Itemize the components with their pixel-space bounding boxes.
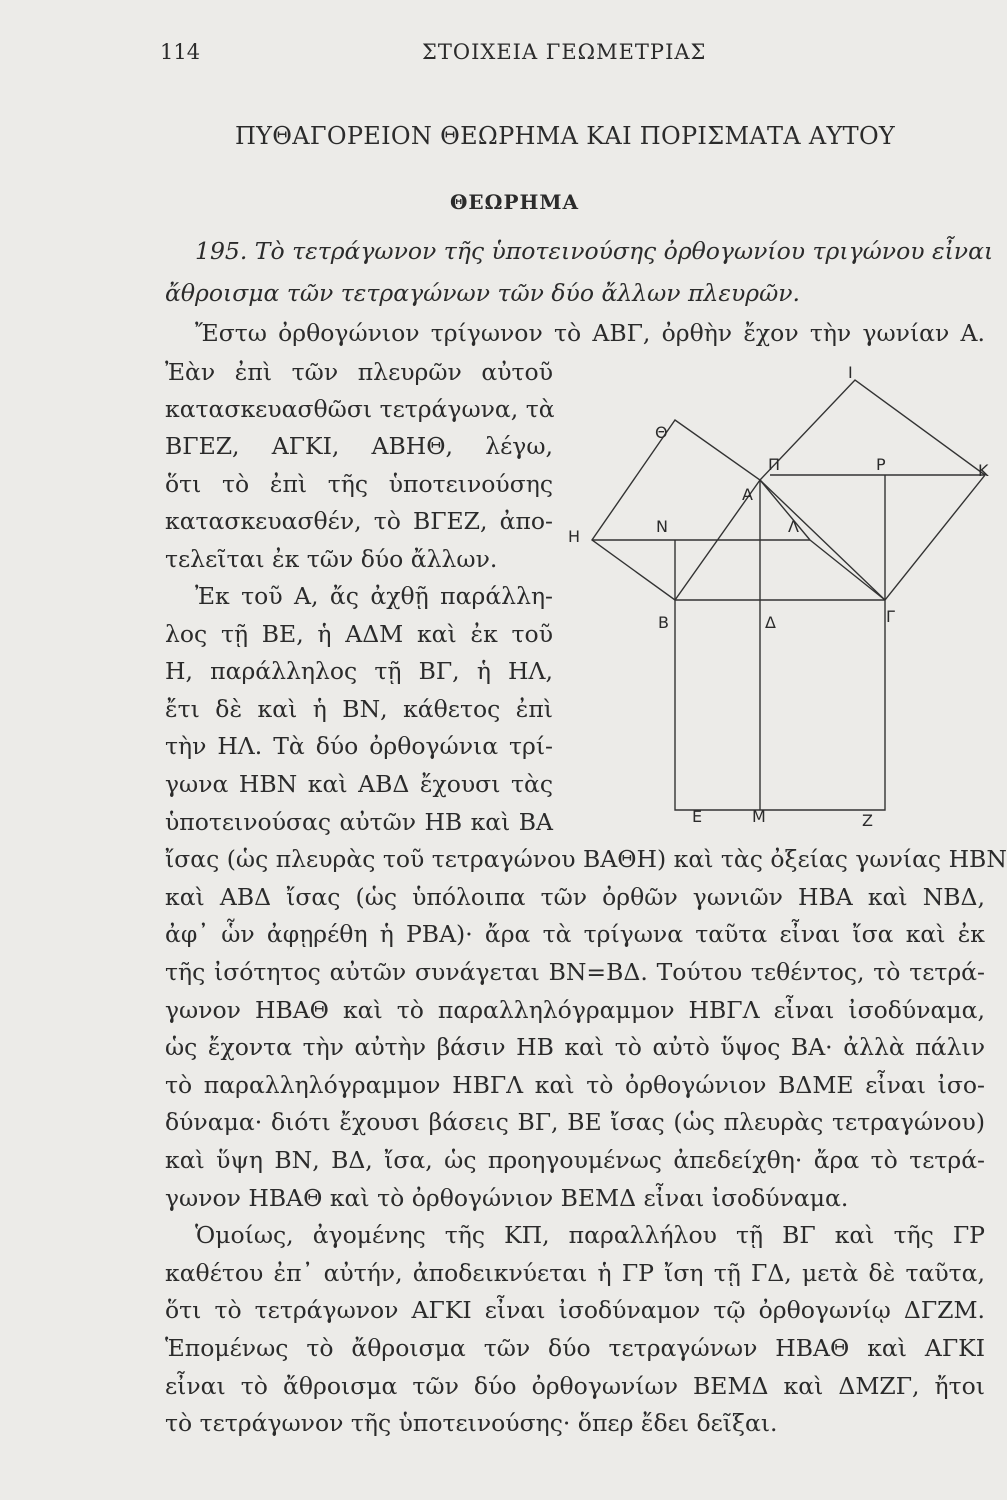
text-line: 195. Τὸ τετράγωνον τῆς ὑποτεινούσης ὀρθογωνίου τριγώνου εἶναι (195, 237, 994, 265)
pythagorean-figure (570, 360, 990, 840)
label-Theta: Θ (655, 423, 668, 442)
text-line: ἔτι δὲ καὶ ἡ ΒΝ, κάθετος ἐπὶ (165, 695, 553, 723)
page-number: 114 (160, 40, 201, 64)
running-title: ΣΤΟΙΧΕΙΑ ΓΕΩΜΕΤΡΙΑΣ (422, 40, 707, 64)
text-line: κατασκευασθῶσι τετράγωνα, τὰ (165, 395, 555, 423)
label-N: Ν (656, 517, 668, 536)
text-line: ΒΓΕΖ, ΑΓΚΙ, ΑΒΗΘ, λέγω, (165, 432, 553, 460)
page-header (160, 40, 740, 70)
text-line: καὶ ὕψη ΒΝ, ΒΔ, ἴσα, ὡς προηγουμένως ἀπεδείχθη· ἄρα τὸ τετρά- (165, 1146, 985, 1174)
label-A: Α (742, 485, 753, 504)
text-line: γωνα ΗΒΝ καὶ ΑΒΔ ἔχουσι τὰς (165, 770, 553, 798)
text-line: κατασκευασθέν, τὸ ΒΓΕΖ, ἀπο- (165, 507, 553, 535)
square-agki (760, 380, 985, 600)
label-B: Β (658, 613, 669, 632)
text-line: εἶναι τὸ ἄθροισμα τῶν δύο ὀρθογωνίων ΒΕΜΔ καὶ ΔΜΖΓ, ἤτοι (165, 1372, 985, 1400)
text-line: τὴν ΗΛ. Τὰ δύο ὀρθογώνια τρί- (165, 732, 553, 760)
label-R: Ρ (876, 455, 886, 474)
text-line: Η, παράλληλος τῇ ΒΓ, ἡ ΗΛ, (165, 657, 553, 685)
label-H: Η (568, 527, 581, 546)
text-line: Ἑπομένως τὸ ἄθροισμα τῶν δύο τετραγώνων ΗΒΑΘ καὶ ΑΓΚΙ (165, 1334, 985, 1362)
text-line: ὡς ἔχοντα τὴν αὐτὴν βάσιν ΗΒ καὶ τὸ αὐτὸ ὕψος ΒΑ· ἀλλὰ πάλιν (165, 1033, 985, 1061)
square-bgez (675, 600, 885, 810)
text-line: λος τῇ ΒΕ, ἡ ΑΔΜ καὶ ἐκ τοῦ (165, 620, 553, 648)
label-D: Δ (765, 613, 776, 632)
label-M: Μ (752, 807, 766, 826)
text-line: καθέτου ἐπ᾽ αὐτήν, ἀποδεικνύεται ἡ ΓΡ ἴση τῇ ΓΔ, μετὰ δὲ ταῦτα, (165, 1259, 985, 1287)
text-line: τὸ παραλληλόγραμμον ΗΒΓΛ καὶ τὸ ὀρθογώνιον ΒΔΜΕ εἶναι ἰσο- (165, 1071, 985, 1099)
text-line: γωνον ΗΒΑΘ καὶ τὸ παραλληλόγραμμον ΗΒΓΛ εἶναι ἰσοδύναμα, (165, 996, 985, 1024)
text-line: τῆς ἰσότητος αὐτῶν συνάγεται ΒΝ=ΒΔ. Τούτου τεθέντος, τὸ τετρά- (165, 958, 985, 986)
text-line: Ἐὰν ἐπὶ τῶν πλευρῶν αὐτοῦ (165, 358, 553, 386)
text-line: Ὁμοίως, ἀγομένης τῆς ΚΠ, παραλλήλου τῇ ΒΓ καὶ τῆς ΓΡ (195, 1221, 985, 1249)
text-line: δύναμα· διότι ἔχουσι βάσεις ΒΓ, ΒΕ ἴσας (ὡς πλευρὰς τετραγώνου) (165, 1108, 985, 1136)
text-line: ὅτι τὸ τετράγωνον ΑΓΚΙ εἶναι ἰσοδύναμον τῷ ὀρθογωνίῳ ΔΓΖΜ. (165, 1296, 985, 1324)
label-I: Ι (848, 363, 853, 382)
text-line: ὑποτεινούσας αὐτῶν ΗΒ καὶ ΒΑ (165, 808, 553, 836)
text-line: Ἐκ τοῦ Α, ἄς ἀχθῇ παράλλη- (195, 582, 553, 610)
theorem-label: ΘΕΩΡΗΜΑ (450, 190, 580, 214)
text-line: ὅτι τὸ ἐπὶ τῆς ὑποτεινούσης (165, 470, 553, 498)
line-al (760, 480, 810, 540)
line-lg (810, 540, 885, 600)
label-E: Ε (692, 807, 703, 826)
square-abhth (592, 420, 760, 600)
section-title: ΠΥΘΑΓΟΡΕΙΟΝ ΘΕΩΡΗΜΑ ΚΑΙ ΠΟΡΙΣΜΑΤΑ ΑΥΤΟΥ (234, 122, 896, 150)
label-Z: Ζ (862, 811, 873, 830)
text-line: Ἔστω ὀρθογώνιον τρίγωνον τὸ ΑΒΓ, ὀρθὴν ἔχον τὴν γωνίαν Α. (195, 319, 985, 347)
label-P: Π (768, 455, 781, 474)
label-G: Γ (886, 607, 895, 626)
text-line: τελεῖται ἐκ τῶν δύο ἄλλων. (165, 545, 498, 573)
label-K: Κ (978, 461, 989, 480)
text-line: καὶ ΑΒΔ ἴσας (ὡς ὑπόλοιπα τῶν ὀρθῶν γωνιῶν ΗΒΑ καὶ ΝΒΔ, (165, 883, 985, 911)
text-line: ἀφ᾽ ὧν ἀφῃρέθη ἡ ΡΒΑ)· ἄρα τὰ τρίγωνα ταῦτα εἶναι ἴσα καὶ ἐκ (165, 920, 985, 948)
label-L: Λ (788, 517, 799, 536)
text-line: ἴσας (ὡς πλευρὰς τοῦ τετραγώνου ΒΑΘΗ) καὶ τὰς ὀξείας γωνίας ΗΒΝ (165, 845, 1007, 873)
text-line: τὸ τετράγωνον τῆς ὑποτεινούσης· ὅπερ ἔδει δεῖξαι. (165, 1409, 778, 1437)
text-line: ἄθροισμα τῶν τετραγώνων τῶν δύο ἄλλων πλευρῶν. (165, 279, 800, 307)
text-line: γωνον ΗΒΑΘ καὶ τὸ ὀρθογώνιον ΒΕΜΔ εἶναι ἰσοδύναμα. (165, 1184, 849, 1212)
